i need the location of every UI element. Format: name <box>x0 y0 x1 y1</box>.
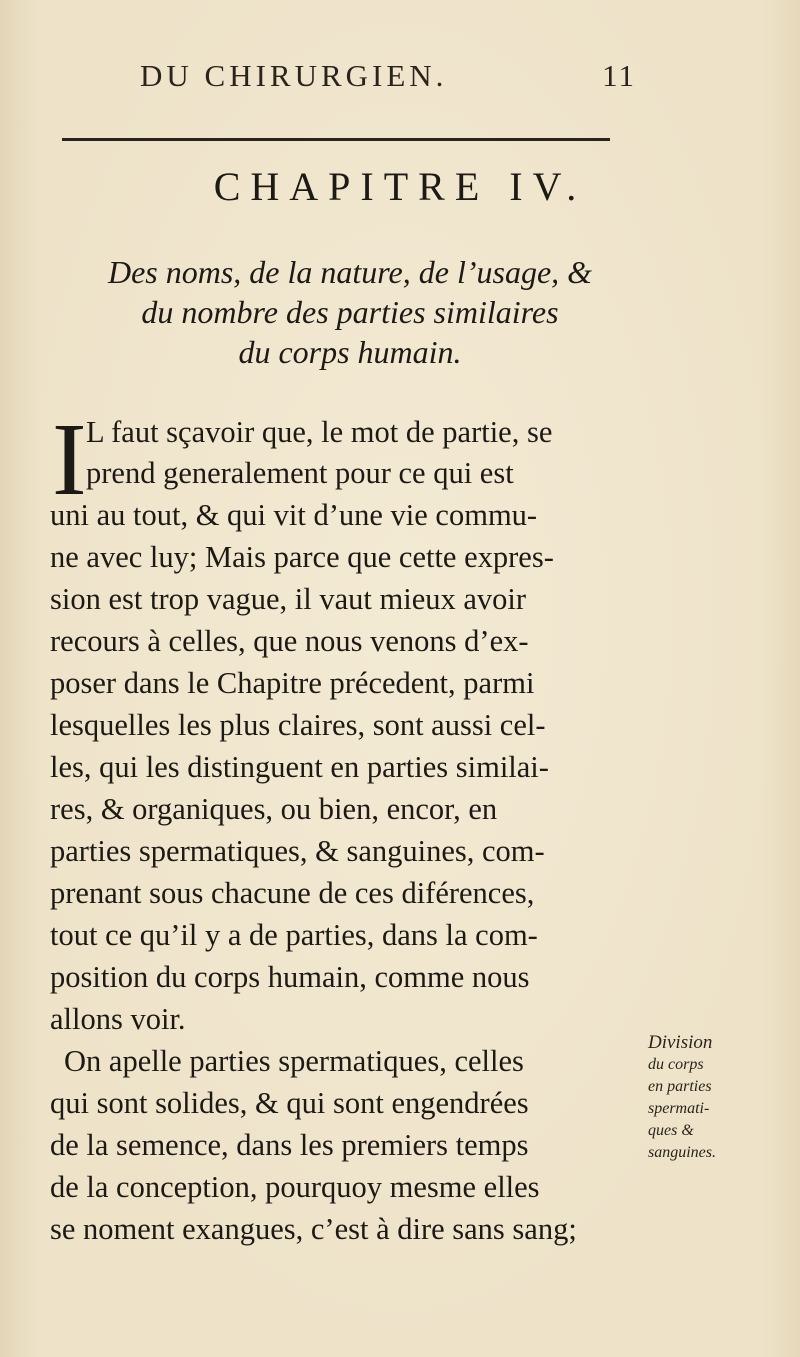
chapter-heading: CHAPITRE IV. <box>213 164 587 209</box>
text-line: prend generalement pour ce qui est <box>86 456 514 490</box>
text-line: sion est trop vague, il vaut mieux avoir <box>50 582 527 616</box>
text-line: tout ce qu’il y a de parties, dans la com- <box>50 918 538 952</box>
text-line: de la conception, pourquoy mesme elles <box>50 1170 540 1204</box>
text-line: prenant sous chacune de ces diférences, <box>50 876 535 910</box>
text-line: les, qui les distinguent en parties similai- <box>50 750 549 784</box>
margin-note-line: spermati- <box>648 1100 710 1117</box>
body-text <box>50 0 664 1357</box>
text-line: qui sont solides, & qui sont engendrées <box>50 1086 529 1120</box>
margin-note-line: ques & <box>648 1122 694 1139</box>
margin-note-line: en parties <box>648 1078 712 1095</box>
subtitle-line: du nombre des parties similaires <box>141 294 559 330</box>
subtitle-line: du corps humain. <box>238 334 462 370</box>
text-line: position du corps humain, comme nous <box>50 960 530 994</box>
margin-note-line: Division <box>648 1032 713 1053</box>
text-line: lesquelles les plus claires, sont aussi cel- <box>50 708 546 742</box>
drop-cap: I <box>52 402 87 517</box>
text-line: parties spermatiques, & sanguines, com- <box>50 834 545 868</box>
text-line: recours à celles, que nous venons d’ex- <box>50 624 529 658</box>
text-line: res, & organiques, ou bien, encor, en <box>50 792 498 826</box>
text-line: uni au tout, & qui vit d’une vie commu- <box>50 498 538 532</box>
text-line: L faut sçavoir que, le mot de partie, se <box>86 415 553 449</box>
text-line: On apelle parties spermatiques, celles <box>64 1044 524 1078</box>
margin-note-line: du corps <box>648 1056 704 1073</box>
text-line: ne avec luy; Mais parce que cette expres- <box>50 540 554 574</box>
page-number: 11 <box>602 58 636 93</box>
text-line: de la semence, dans les premiers temps <box>50 1128 529 1162</box>
text-line: poser dans le Chapitre précedent, parmi <box>50 666 535 700</box>
text-line: se noment exangues, c’est à dire sans sang; <box>50 1212 577 1246</box>
text-line: allons voir. <box>50 1002 186 1036</box>
margin-note-line: sanguines. <box>648 1144 716 1161</box>
subtitle-line: Des noms, de la nature, de l’usage, & <box>107 254 593 290</box>
margin-note <box>648 1032 768 1164</box>
running-title: DU CHIRURGIEN. <box>140 58 448 93</box>
